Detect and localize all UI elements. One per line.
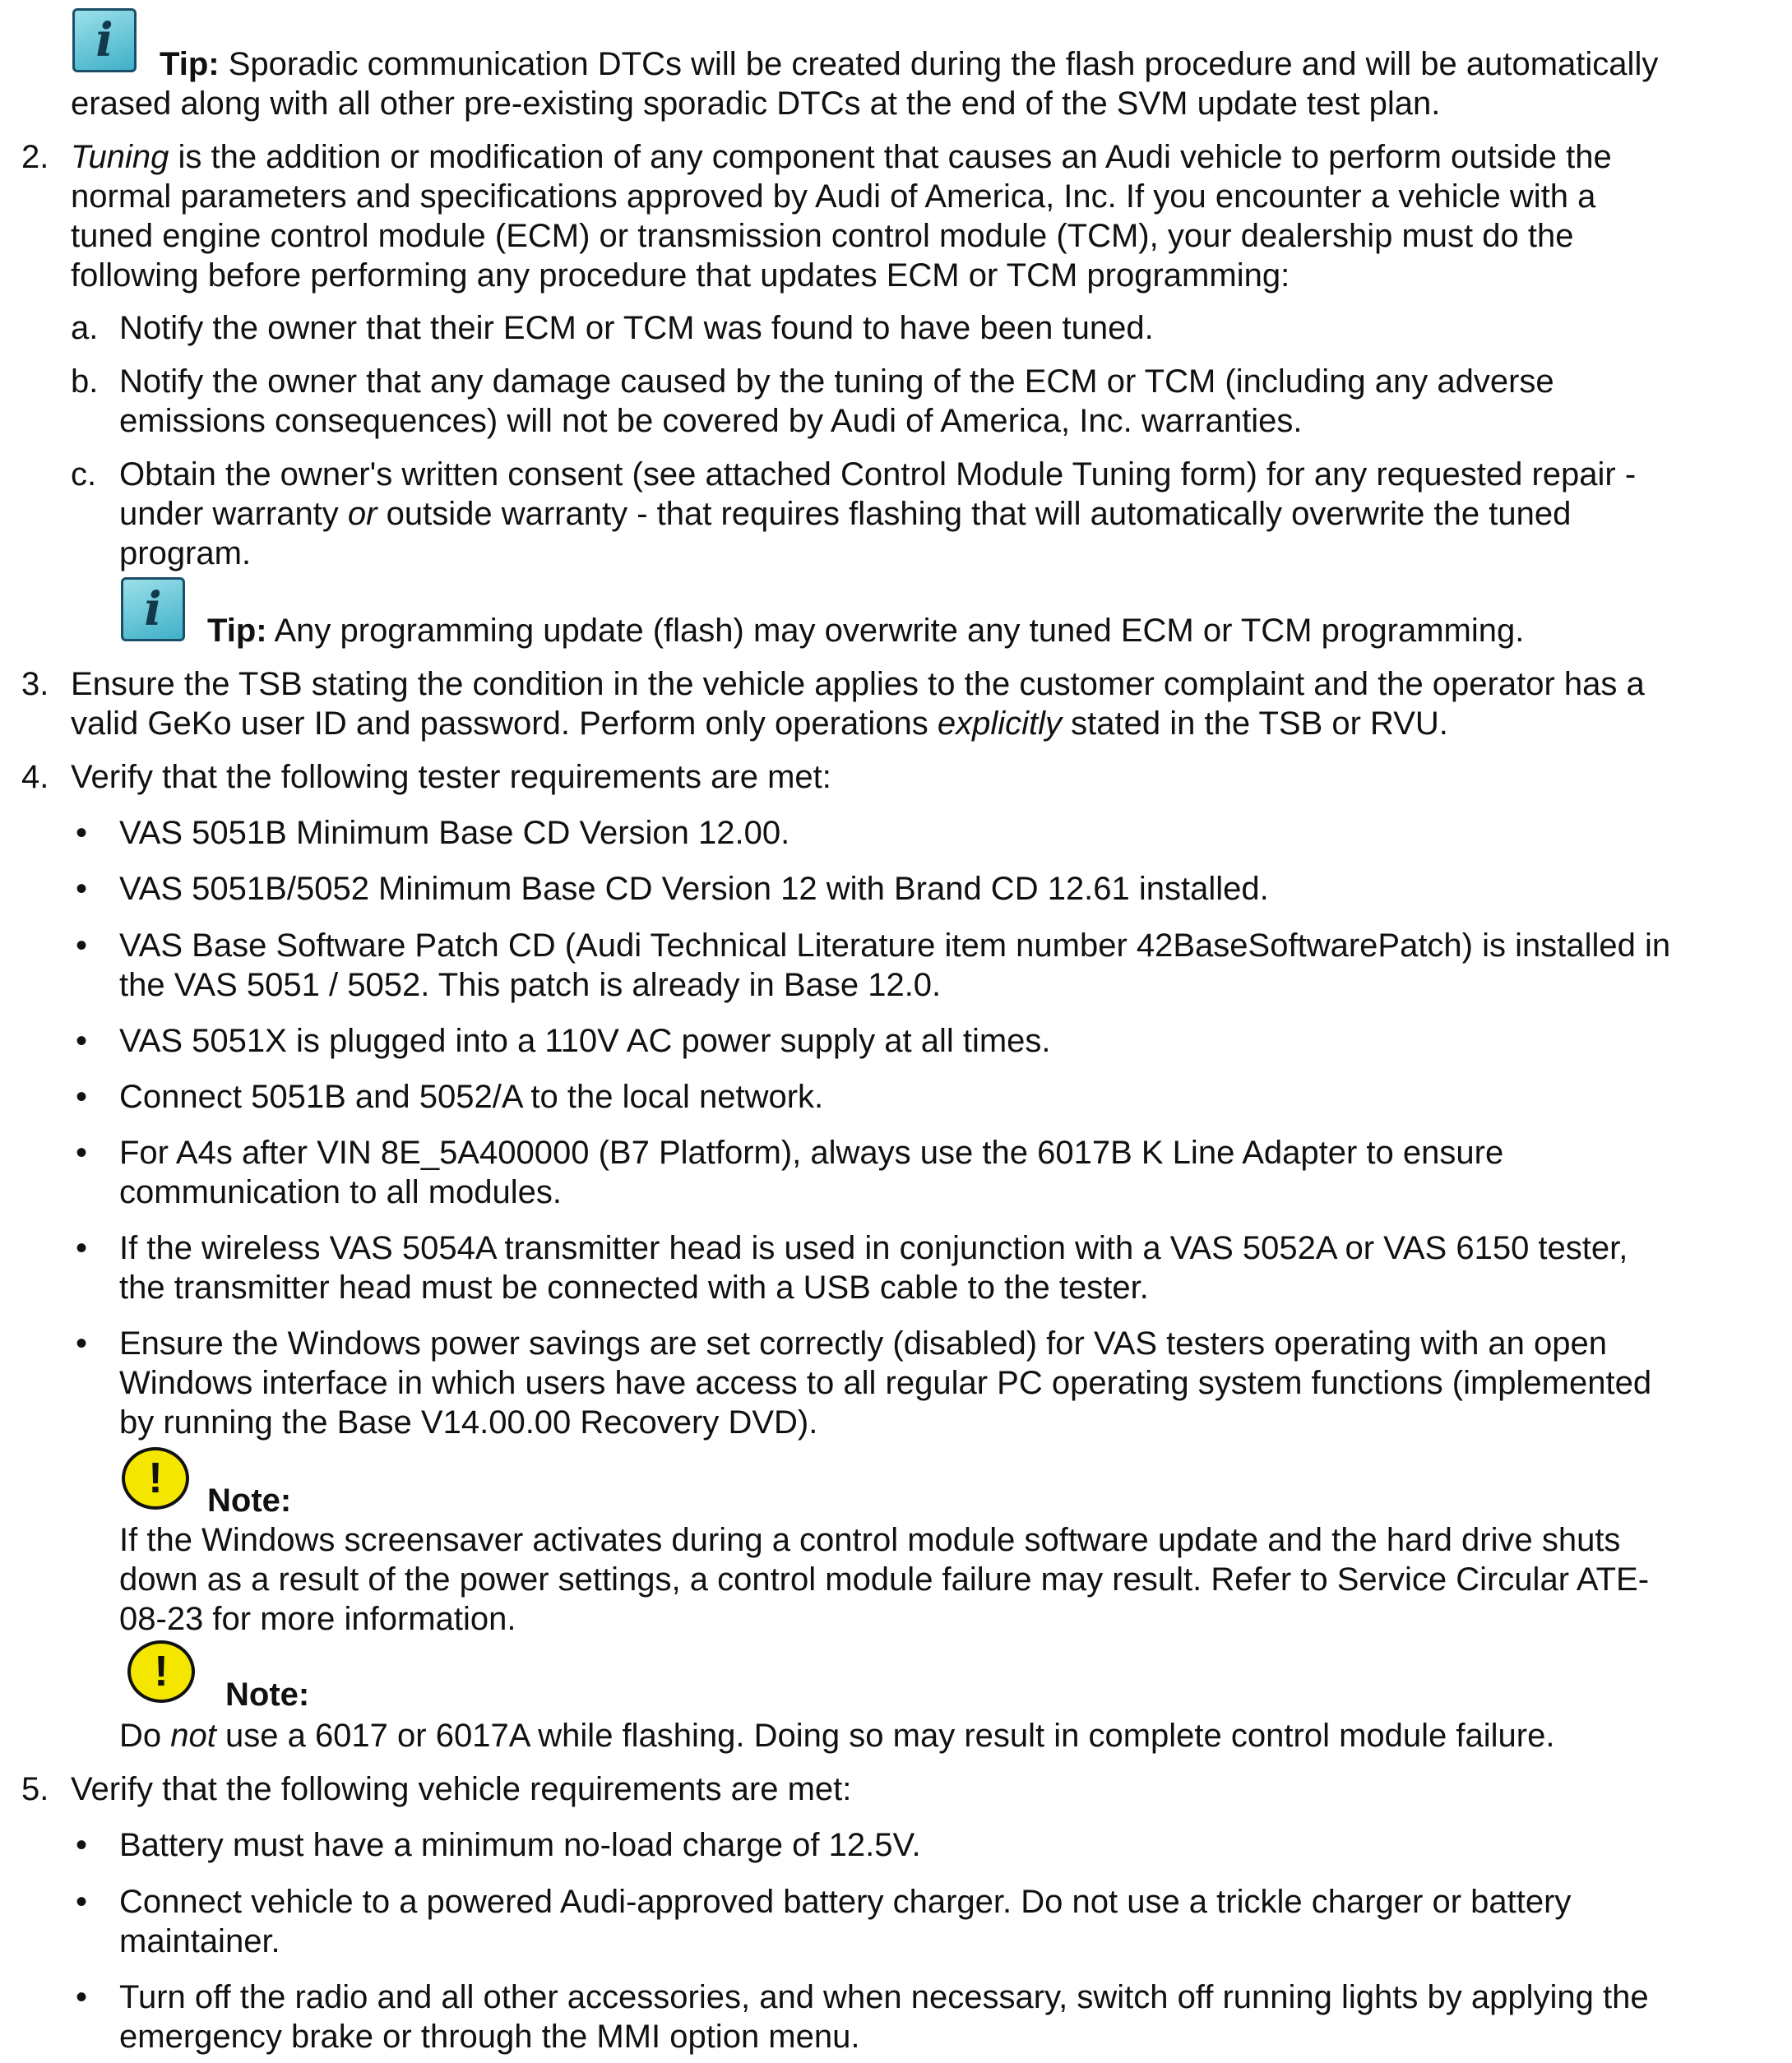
list-item-text: VAS 5051B/5052 Minimum Base CD Version 12 with Brand CD 12.61 installed. [119,871,1269,907]
bullet-icon: • [76,1827,88,1863]
step-text-line: following before performing any procedure that updates ECM or TCM programming: [71,257,1290,294]
term-tuning: Tuning [71,139,169,175]
step-text-line [71,704,1757,743]
list-item-text-line: the transmitter head must be connected with a USB cable to the tester. [119,1270,1149,1306]
step-text-line: normal parameters and specifications approved by Audi of America, Inc. If you encounter a vehicle with a [71,178,1596,215]
bullet-icon: • [76,1325,88,1362]
list-item-text: For A4s after VIN 8E_5A400000 (B7 Platform), always use the 6017B K Line Adapter to ensure [119,1135,1504,1171]
substep-text-line [119,494,1764,534]
step-text-line: tuned engine control module (ECM) or transmission control module (TCM), your dealership must do the [71,218,1574,254]
list-item-text-line: maintainer. [119,1923,280,1959]
list-item-text: If the wireless VAS 5054A transmitter head is used in conjunction with a VAS 5052A or VAS 6150 tester, [119,1230,1628,1266]
bullet-icon: • [76,1884,88,1920]
info-glyph: i [95,13,113,67]
step-number: 4. [21,759,49,795]
list-item-text: Ensure the Windows power savings are set correctly (disabled) for VAS testers operating with an open [119,1325,1608,1362]
text-span: stated in the TSB or RVU. [1062,705,1448,742]
bullet-icon: • [76,815,88,851]
step-number: 2. [21,139,49,175]
list-item-text-line: the VAS 5051 / 5052. This patch is already in Base 12.0. [119,967,942,1003]
tip-info-icon [72,8,137,72]
info-glyph: i [144,582,162,636]
text-span: valid GeKo user ID and password. Perform only operations [71,705,938,742]
substep-text: Notify the owner that their ECM or TCM was found to have been tuned. [119,310,1154,346]
step-text: is the addition or modification of any component that causes an Audi vehicle to perform outside the [169,139,1612,175]
note-text: down as a result of the power settings, a control module failure may result. Refer to Service Circular ATE- [119,1561,1650,1598]
note-label: Note: [225,1677,310,1713]
list-item-text-line: communication to all modules. [119,1174,563,1210]
substep-letter: b. [71,363,99,400]
bullet-icon: • [76,871,88,907]
note-label: Note: [207,1482,292,1519]
note-text [119,1716,1764,1755]
note-text: 08-23 for more information. [119,1601,516,1637]
list-item-text: VAS Base Software Patch CD (Audi Technical Literature item number 42BaseSoftwarePatch) is installed in [119,927,1671,964]
step-text: Verify that the following tester requirements are met: [71,759,831,795]
substep-text-line: program. [119,535,252,571]
list-item-text-line: emergency brake or through the MMI option menu. [119,2019,860,2055]
tip-label: Tip: [207,613,267,649]
exclamation-glyph: ! [148,1455,163,1502]
text-span: under warranty [119,496,348,532]
text-span: Do [119,1718,171,1754]
substep-text: Notify the owner that any damage caused by the tuning of the ECM or TCM (including any adverse [119,363,1554,400]
emphasis-not: not [170,1718,216,1754]
substep-text-line: emissions consequences) will not be covered by Audi of America, Inc. warranties. [119,403,1303,439]
bullet-icon: • [76,1135,88,1171]
list-item-text: Connect vehicle to a powered Audi-approved battery charger. Do not use a trickle charger or battery [119,1884,1572,1920]
text-span: outside warranty - that requires flashing that will automatically overwrite the tuned [377,496,1572,532]
exclamation-glyph: ! [154,1648,169,1695]
bullet-icon: • [76,1979,88,2015]
tip-text: Any programming update (flash) may overwrite any tuned ECM or TCM programming. [266,613,1525,649]
step-number: 5. [21,1771,49,1807]
list-item-text-line: Windows interface in which users have access to all regular PC operating system functions (implemented [119,1365,1652,1401]
bullet-icon: • [76,927,88,964]
warning-icon [127,1640,195,1703]
step-text: Verify that the following vehicle requirements are met: [71,1771,852,1807]
bullet-icon: • [76,1230,88,1266]
bullet-icon: • [76,1023,88,1059]
substep-letter: c. [71,456,97,493]
tip-info-icon [121,577,185,641]
step-number: 3. [21,666,49,702]
tip-label: Tip: [160,46,220,82]
tip-text-line2: erased along with all other pre-existing sporadic DTCs at the end of the SVM update test plan. [71,86,1441,122]
warning-icon [122,1447,189,1510]
list-item-text: Battery must have a minimum no-load charge of 12.5V. [119,1827,921,1863]
substep-letter: a. [71,310,99,346]
bullet-icon: • [76,1079,88,1115]
list-item-text: Connect 5051B and 5052/A to the local network. [119,1079,824,1115]
substep-text: Obtain the owner's written consent (see attached Control Module Tuning form) for any requested repair - [119,456,1637,493]
list-item-text-line: by running the Base V14.00.00 Recovery DVD). [119,1404,818,1441]
text-span: use a 6017 or 6017A while flashing. Doing so may result in complete control module failure. [215,1718,1555,1754]
emphasis-or: or [347,496,377,532]
tip-text: Sporadic communication DTCs will be created during the flash procedure and will be automatically [219,46,1659,82]
emphasis-explicitly: explicitly [937,705,1063,742]
list-item-text: VAS 5051B Minimum Base CD Version 12.00. [119,815,790,851]
list-item-text: VAS 5051X is plugged into a 110V AC power supply at all times. [119,1023,1051,1059]
list-item-text: Turn off the radio and all other accessories, and when necessary, switch off running lights by applying the [119,1979,1649,2015]
step-text: Ensure the TSB stating the condition in the vehicle applies to the customer complaint and the operator has a [71,666,1645,702]
note-text: If the Windows screensaver activates during a control module software update and the hard drive shuts [119,1522,1621,1558]
